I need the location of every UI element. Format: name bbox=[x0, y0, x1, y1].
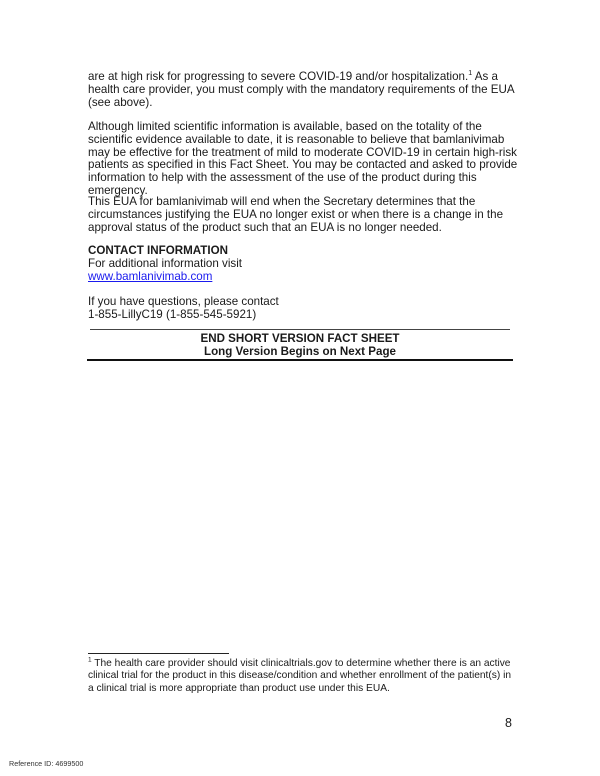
contact-section bbox=[88, 245, 518, 322]
paragraph-high-risk bbox=[88, 71, 518, 109]
paragraph-text: As a health care provider, you must comply with the mandatory requirements of the EUA (see above). bbox=[88, 70, 514, 109]
website-link[interactable]: www.bamlanivimab.com bbox=[88, 269, 213, 283]
end-block-title: END SHORT VERSION FACT SHEET bbox=[200, 332, 400, 345]
paragraph-scientific-evidence: Although limited scientific information is available, based on the totality of the scientific evidence available to date, it is reasonable to believe that bamlanivimab may be effective for the treatment of mild to moderate COVID-19 in certain high-risk patients as specified in this Fact Sheet. You may be contacted and asked to provide information to help with the assessment of the use of the product during this emergency. bbox=[88, 120, 518, 197]
contact-visit-text: For additional information visit bbox=[88, 256, 243, 270]
contact-questions-text: If you have questions, please contact bbox=[88, 295, 279, 309]
footnote-reference[interactable]: 1 bbox=[468, 70, 473, 78]
footnote-divider bbox=[88, 653, 229, 654]
divider-bottom bbox=[87, 359, 513, 361]
contact-heading: CONTACT INFORMATION bbox=[88, 244, 228, 257]
footnote-marker: 1 bbox=[88, 656, 92, 664]
paragraph-eua-end: This EUA for bamlanivimab will end when the Secretary determines that the circumstances justifying the EUA no longer exist or when there is a change in the approval status of the product such that an EUA is no longer needed. bbox=[88, 195, 504, 234]
paragraph-text: are at high risk for progressing to severe COVID-19 and/or hospitalization. bbox=[88, 70, 469, 83]
footnote bbox=[88, 658, 518, 695]
page-number: 8 bbox=[505, 716, 512, 730]
footnote-text: The health care provider should visit clinicaltrials.gov to determine whether there is an active clinical trial for the product in this disease/condition and whether enrollment of the patient(s) in a clinical trial is more appropriate than product use under this EUA. bbox=[88, 658, 512, 694]
reference-id: Reference ID: 4699500 bbox=[9, 759, 84, 768]
divider-top bbox=[90, 329, 510, 330]
end-short-version-block bbox=[90, 333, 510, 359]
contact-phone: 1-855-LillyC19 (1-855-545-5921) bbox=[88, 307, 257, 321]
end-block-subtitle: Long Version Begins on Next Page bbox=[204, 344, 396, 358]
